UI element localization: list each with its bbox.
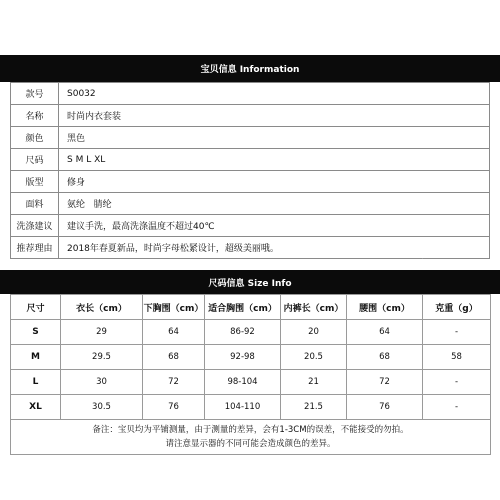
column-header: 尺寸 [11,295,61,320]
table-cell: 29 [61,320,143,345]
table-cell: 68 [347,345,423,370]
info-row [11,237,490,259]
size-header-title: 尺码信息 Size Info [208,278,292,289]
table-row [11,320,491,345]
table-cell: 20 [281,320,347,345]
note-row [11,420,491,455]
table-cell: - [423,370,491,395]
table-cell: 72 [143,370,205,395]
table-cell: 76 [143,395,205,420]
table-row [11,370,491,395]
size-header-bar [0,270,500,294]
note-line-1: 备注：宝贝均为平铺测量，由于测量的差异，会有1-3CM的误差，不能接受的勿拍。 [92,425,409,435]
info-value: 2018年春夏新品，时尚字母松紧设计，超级美丽哦。 [59,237,490,259]
info-row [11,215,490,237]
size-cell: S [11,320,61,345]
info-value: 黑色 [59,127,490,149]
table-cell: 86-92 [205,320,281,345]
table-cell: 20.5 [281,345,347,370]
note-line-2: 请注意显示器的不同可能会造成颜色的差异。 [165,439,336,449]
info-value: 建议手洗，最高洗涤温度不超过40℃ [59,215,490,237]
info-value: 修身 [59,171,490,193]
info-label: 版型 [11,171,59,193]
column-header: 下胸围（cm） [143,295,205,320]
table-cell: 29.5 [61,345,143,370]
size-table [10,294,491,455]
table-cell: 92-98 [205,345,281,370]
info-row [11,171,490,193]
decor-dot [422,258,423,259]
info-label: 尺码 [11,149,59,171]
info-row [11,127,490,149]
table-row [11,345,491,370]
table-cell: 30.5 [61,395,143,420]
table-cell: 58 [423,345,491,370]
info-row [11,105,490,127]
info-row [11,83,490,105]
column-header: 克重（g） [423,295,491,320]
info-row [11,149,490,171]
table-row [11,395,491,420]
size-cell: XL [11,395,61,420]
table-cell: 76 [347,395,423,420]
info-value: S0032 [59,83,490,105]
table-cell: 21 [281,370,347,395]
column-header: 衣长（cm） [61,295,143,320]
info-label: 推荐理由 [11,237,59,259]
info-header-title: 宝贝信息 Information [200,65,300,75]
info-value: S M L XL [59,149,490,171]
size-table-header-row [11,295,491,320]
size-cell: L [11,370,61,395]
table-cell: 104-110 [205,395,281,420]
table-cell: - [423,320,491,345]
info-value: 氨纶 腈纶 [59,193,490,215]
info-value: 时尚内衣套装 [59,105,490,127]
note-cell [11,420,491,455]
table-cell: 64 [143,320,205,345]
info-label: 名称 [11,105,59,127]
column-header: 腰围（cm） [347,295,423,320]
table-cell: - [423,395,491,420]
info-header-bar [0,55,500,82]
info-row [11,193,490,215]
table-cell: 68 [143,345,205,370]
table-cell: 30 [61,370,143,395]
table-cell: 64 [347,320,423,345]
table-cell: 72 [347,370,423,395]
info-table [10,82,490,259]
info-label: 洗涤建议 [11,215,59,237]
info-label: 款号 [11,83,59,105]
table-cell: 21.5 [281,395,347,420]
info-label: 颜色 [11,127,59,149]
column-header: 适合胸围（cm） [205,295,281,320]
size-cell: M [11,345,61,370]
table-cell: 98-104 [205,370,281,395]
info-label: 面料 [11,193,59,215]
column-header: 内裤长（cm） [281,295,347,320]
